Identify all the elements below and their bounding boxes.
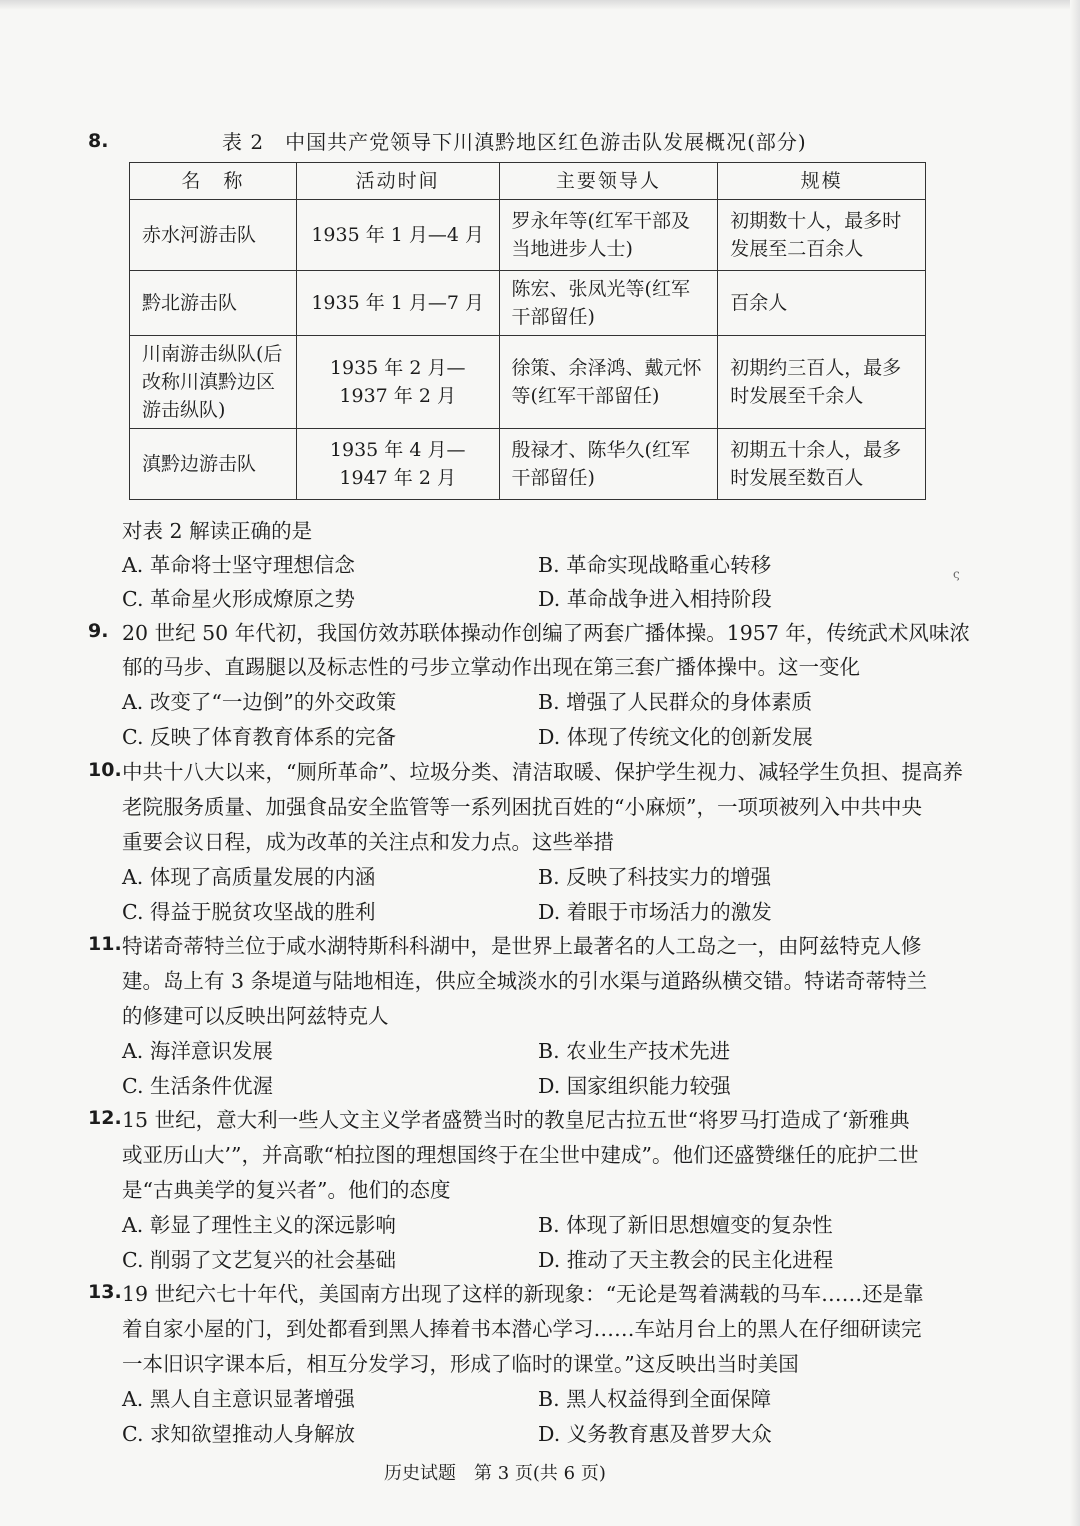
q11-stem-line: 特诺奇蒂特兰位于咸水湖特斯科科湖中，是世界上最著名的人工岛之一，由阿兹特克人修 [122,934,922,958]
table-cell: 陈宏、张凤光等(红军干部留任) [499,271,718,336]
table-cell: 百余人 [718,271,926,336]
q8-option-c[interactable]: C. 革命星火形成燎原之势 [122,587,355,611]
q8-option-a[interactable]: A. 革命将士坚守理想信念 [122,553,355,577]
q11-option-b[interactable]: B. 农业生产技术先进 [538,1039,731,1063]
q10-option-b[interactable]: B. 反映了科技实力的增强 [538,865,772,889]
q9-option-c[interactable]: C. 反映了体育教育体系的完备 [122,725,396,749]
q13-number: 13. [88,1281,122,1303]
table-header: 名 称 [130,163,297,200]
q10-stem-line: 老院服务质量、加强食品安全监管等一系列困扰百姓的“小麻烦”，一项项被列入中共中央 [122,795,922,819]
table-cell: 初期约三百人，最多时发展至千余人 [718,336,926,429]
q12-option-d[interactable]: D. 推动了天主教会的民主化进程 [538,1248,834,1272]
table-row [130,336,926,429]
table-cell: 滇黔边游击队 [130,429,297,500]
scan-edge-right [1070,0,1080,1526]
q10-stem-line: 中共十八大以来，“厕所革命”、垃圾分类、清洁取暖、保护学生视力、减轻学生负担、提高养 [122,760,963,784]
q13-stem-line: 着自家小屋的门，到处都看到黑人捧着书本潜心学习……车站月台上的黑人在仔细研读完 [122,1317,922,1341]
q9-option-b[interactable]: B. 增强了人民群众的身体素质 [538,690,813,714]
q8-option-d[interactable]: D. 革命战争进入相持阶段 [538,587,772,611]
q8-stem: 对表 2 解读正确的是 [122,519,313,543]
page-footer: 历史试题 第 3 页(共 6 页) [384,1463,606,1484]
q9-stem-line: 20 世纪 50 年代初，我国仿效苏联体操动作创编了两套广播体操。1957 年，传统武术风味浓 [122,621,970,645]
q10-option-a[interactable]: A. 体现了高质量发展的内涵 [122,865,376,889]
q11-stem-line: 的修建可以反映出阿兹特克人 [122,1004,389,1028]
table-header: 活动时间 [296,163,499,200]
table-header: 主要领导人 [499,163,718,200]
q11-option-a[interactable]: A. 海洋意识发展 [122,1039,273,1063]
q13-option-b[interactable]: B. 黑人权益得到全面保障 [538,1387,772,1411]
table-row [130,200,926,271]
q10-stem-line: 重要会议日程，成为改革的关注点和发力点。这些举措 [122,830,614,854]
table-cell: 1935 年 4 月—1947 年 2 月 [296,429,499,500]
table-cell: 黔北游击队 [130,271,297,336]
q10-option-d[interactable]: D. 着眼于市场活力的激发 [538,900,772,924]
table-cell: 川南游击纵队(后改称川滇黔边区游击纵队) [130,336,297,429]
q12-number: 12. [88,1107,122,1129]
q9-option-d[interactable]: D. 体现了传统文化的创新发展 [538,725,813,749]
q13-option-a[interactable]: A. 黑人自主意识显著增强 [122,1387,355,1411]
q11-option-d[interactable]: D. 国家组织能力较强 [538,1074,731,1098]
table-header: 规模 [718,163,926,200]
q12-stem-line: 15 世纪，意大利一些人文主义学者盛赞当时的教皇尼古拉五世“将罗马打造成了‘新雅典 [122,1108,910,1132]
q8-option-b[interactable]: B. 革命实现战略重心转移 [538,553,772,577]
q12-option-a[interactable]: A. 彰显了理性主义的深远影响 [122,1213,396,1237]
table-cell: 初期数十人，最多时发展至二百余人 [718,200,926,271]
table-cell: 徐策、余泽鸿、戴元怀等(红军干部留任) [499,336,718,429]
table-row [130,271,926,336]
table-cell: 1935 年 2 月—1937 年 2 月 [296,336,499,429]
q12-option-c[interactable]: C. 削弱了文艺复兴的社会基础 [122,1248,396,1272]
q12-stem-line: 或亚历山大’”，并高歌“柏拉图的理想国终于在尘世中建成”。他们还盛赞继任的庇护二世 [122,1143,919,1167]
q9-option-a[interactable]: A. 改变了“一边倒”的外交政策 [122,690,397,714]
table-cell: 罗永年等(红军干部及当地进步人士) [499,200,718,271]
q11-option-c[interactable]: C. 生活条件优渥 [122,1074,273,1098]
q9-number: 9. [88,620,109,642]
q13-option-c[interactable]: C. 求知欲望推动人身解放 [122,1422,355,1446]
table-cell: 1935 年 1 月—7 月 [296,271,499,336]
q10-number: 10. [88,759,122,781]
q13-stem-line: 19 世纪六七十年代，美国南方出现了这样的新现象：“无论是驾着满载的马车……还是靠 [122,1282,924,1306]
scan-speck: ς [953,567,960,581]
scan-edge-top [0,0,1080,10]
q13-option-d[interactable]: D. 义务教育惠及普罗大众 [538,1422,772,1446]
table-cell: 初期五十余人，最多时发展至数百人 [718,429,926,500]
table-cell: 殷禄才、陈华久(红军干部留任) [499,429,718,500]
q9-stem-line: 郁的马步、直踢腿以及标志性的弓步立掌动作出现在第三套广播体操中。这一变化 [122,655,860,679]
table-row [130,429,926,500]
table-cell: 1935 年 1 月—4 月 [296,200,499,271]
q8-table [129,162,926,500]
q11-stem-line: 建。岛上有 3 条堤道与陆地相连，供应全城淡水的引水渠与道路纵横交错。特诺奇蒂特兰 [122,969,928,993]
q12-option-b[interactable]: B. 体现了新旧思想嬗变的复杂性 [538,1213,833,1237]
q10-option-c[interactable]: C. 得益于脱贫攻坚战的胜利 [122,900,376,924]
q8-number: 8. [88,130,109,152]
q13-stem-line: 一本旧识字课本后，相互分发学习，形成了临时的课堂。”这反映出当时美国 [122,1352,799,1376]
table-cell: 赤水河游击队 [130,200,297,271]
q8-table-caption: 表 2 中国共产党领导下川滇黔地区红色游击队发展概况(部分) [222,130,807,154]
table-header-row [130,163,926,200]
q11-number: 11. [88,933,122,955]
q12-stem-line: 是“古典美学的复兴者”。他们的态度 [122,1178,451,1202]
